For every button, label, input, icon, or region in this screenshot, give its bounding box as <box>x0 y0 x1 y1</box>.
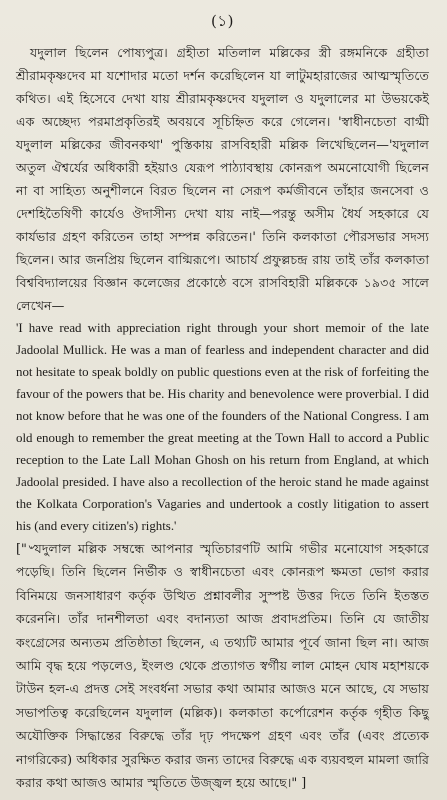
bengali-translation: ["৺যদুলাল মল্লিক সম্বন্ধে আপনার স্মৃতিচারণটি আমি গভীর মনোযোগ সহকারে পড়েছি। তিনি ছিলেন নির্ভীক ও স্বাধীনচেতা এবং কোনরূপ ক্ষমতা ভোগ করার বিনিময়ে জনসাধারণ কর্তৃক উত্থিত প্রশ্নাবলীর সুস্পষ্ট উত্তর দিতে তিনি ইতস্তত করেননি। তাঁর দানশীলতা এবং বদান্যতা আজ প্রবাদপ্রতিম। তিনি যে জাতীয় কংগ্রেসের অন্যতম প্রতিষ্ঠাতা ছিলেন, এ তথ্যটি আমার পূর্বে জানা ছিল না। আজ আমি বৃদ্ধ হয়ে পড়লেও, ইংলণ্ড থেকে প্রত্যাগত স্বর্গীয় লাল মোহন ঘোষ মহাশয়কে টাউন হল-এ প্রদত্ত সেই সংবর্ধনা সভার কথা আমার আজও মনে আছে, যে সভায় সভাপতিত্ব করেছিলেন যদুলাল (মল্লিক)। কলকাতা কর্পোরেশন কর্তৃক গৃহীত কিছু অযৌক্তিক সিদ্ধান্তের বিরুদ্ধে তাঁর দৃঢ় পদক্ষেপ গ্রহণ এবং তাঁর (এবং প্রত্যেক নাগরিকের) অধিকার সুরক্ষিত করার জন্য তাদের বিরুদ্ধে এক ব্যয়বহুল মামলা জারি করার কথা আজও আমার স্মৃতিতে উজ্জ্বল হয়ে আছে।" ] <box>16 541 429 791</box>
bengali-paragraph: যদুলাল ছিলেন পোষ্যপুত্র। গ্রহীতা মতিলাল মল্লিকের স্ত্রী রঙ্গমনিকে গ্রহীতা শ্রীরামকৃষ্ণদেব মা যশোদার মতো দর্শন করেছিলেন যা লাটুমহারাজের আত্মস্মৃতিতে কথিত। এই হিসেবে দেখা যায় শ্রীরামকৃষ্ণদেব যদুলাল ও যদুলালের মা উভয়কেই এক অচ্ছেদ্য পরমাপ্রকৃতিরই অবয়বে সূচিহ্নিত করে গেলেন। 'স্বাধীনচেতা বাগ্মী যদুলাল মল্লিকের জীবনকথা' পুস্তিকায় রাসবিহারী মল্লিক লিখেছিলেন—'যদুলাল অতুল ঐশ্বর্যের অধিকারী হইয়াও যেরূপ পাঠ্যাবস্থায় কোনরূপ অমনোযোগী ছিলেন না বা সাহিত্য অনুশীলনে বিরত ছিলেন না সেরূপ কর্মজীবনে তাঁহার জনসেবা ও দেশহিতৈষিণী কার্যেও ঔদাসীন্য দেখা যায় নাই—পরন্তু অসীম ধৈর্য সহকারে যে কার্যভার গ্রহণ করিতেন তাহা সম্পন্ন করিতেন।' তিনি কলকাতা পৌরসভার সদস্য ছিলেন। আর জনপ্রিয় ছিলেন বাগ্মিরূপে। আচার্য প্রফুল্লচন্দ্র রায় তাই তাঁর কলকাতা বিশ্ববিদ্যালয়ের বিজ্ঞান কলেজের প্রকোষ্ঠে বসে রাসবিহারী মল্লিককে ১৯৩৫ সালে লেখেন— <box>16 45 429 313</box>
page-number: (১) <box>211 12 234 30</box>
english-quote: 'I have read with appreciation right through your short memoir of the late Jadoolal Mullick. He was a man of fearless and independent character and did not hesitate to speak boldly on public questions even at the risk of forfeiting the favour of the powers that be. His charity and benevolence were proverbial. I did not know before that he was one of the founders of the National Congress. I am old enough to remember the great meeting at the Town Hall to accord a Public reception to the Late Lall Mohan Ghosh on his return from England, at which Jadoolal presided. I have also a recollection of the heroic stand he made against the Kolkata Corporation's Vagaries and undertook a costly litigation to assert his (and every citizen's) rights.' <box>16 321 429 533</box>
